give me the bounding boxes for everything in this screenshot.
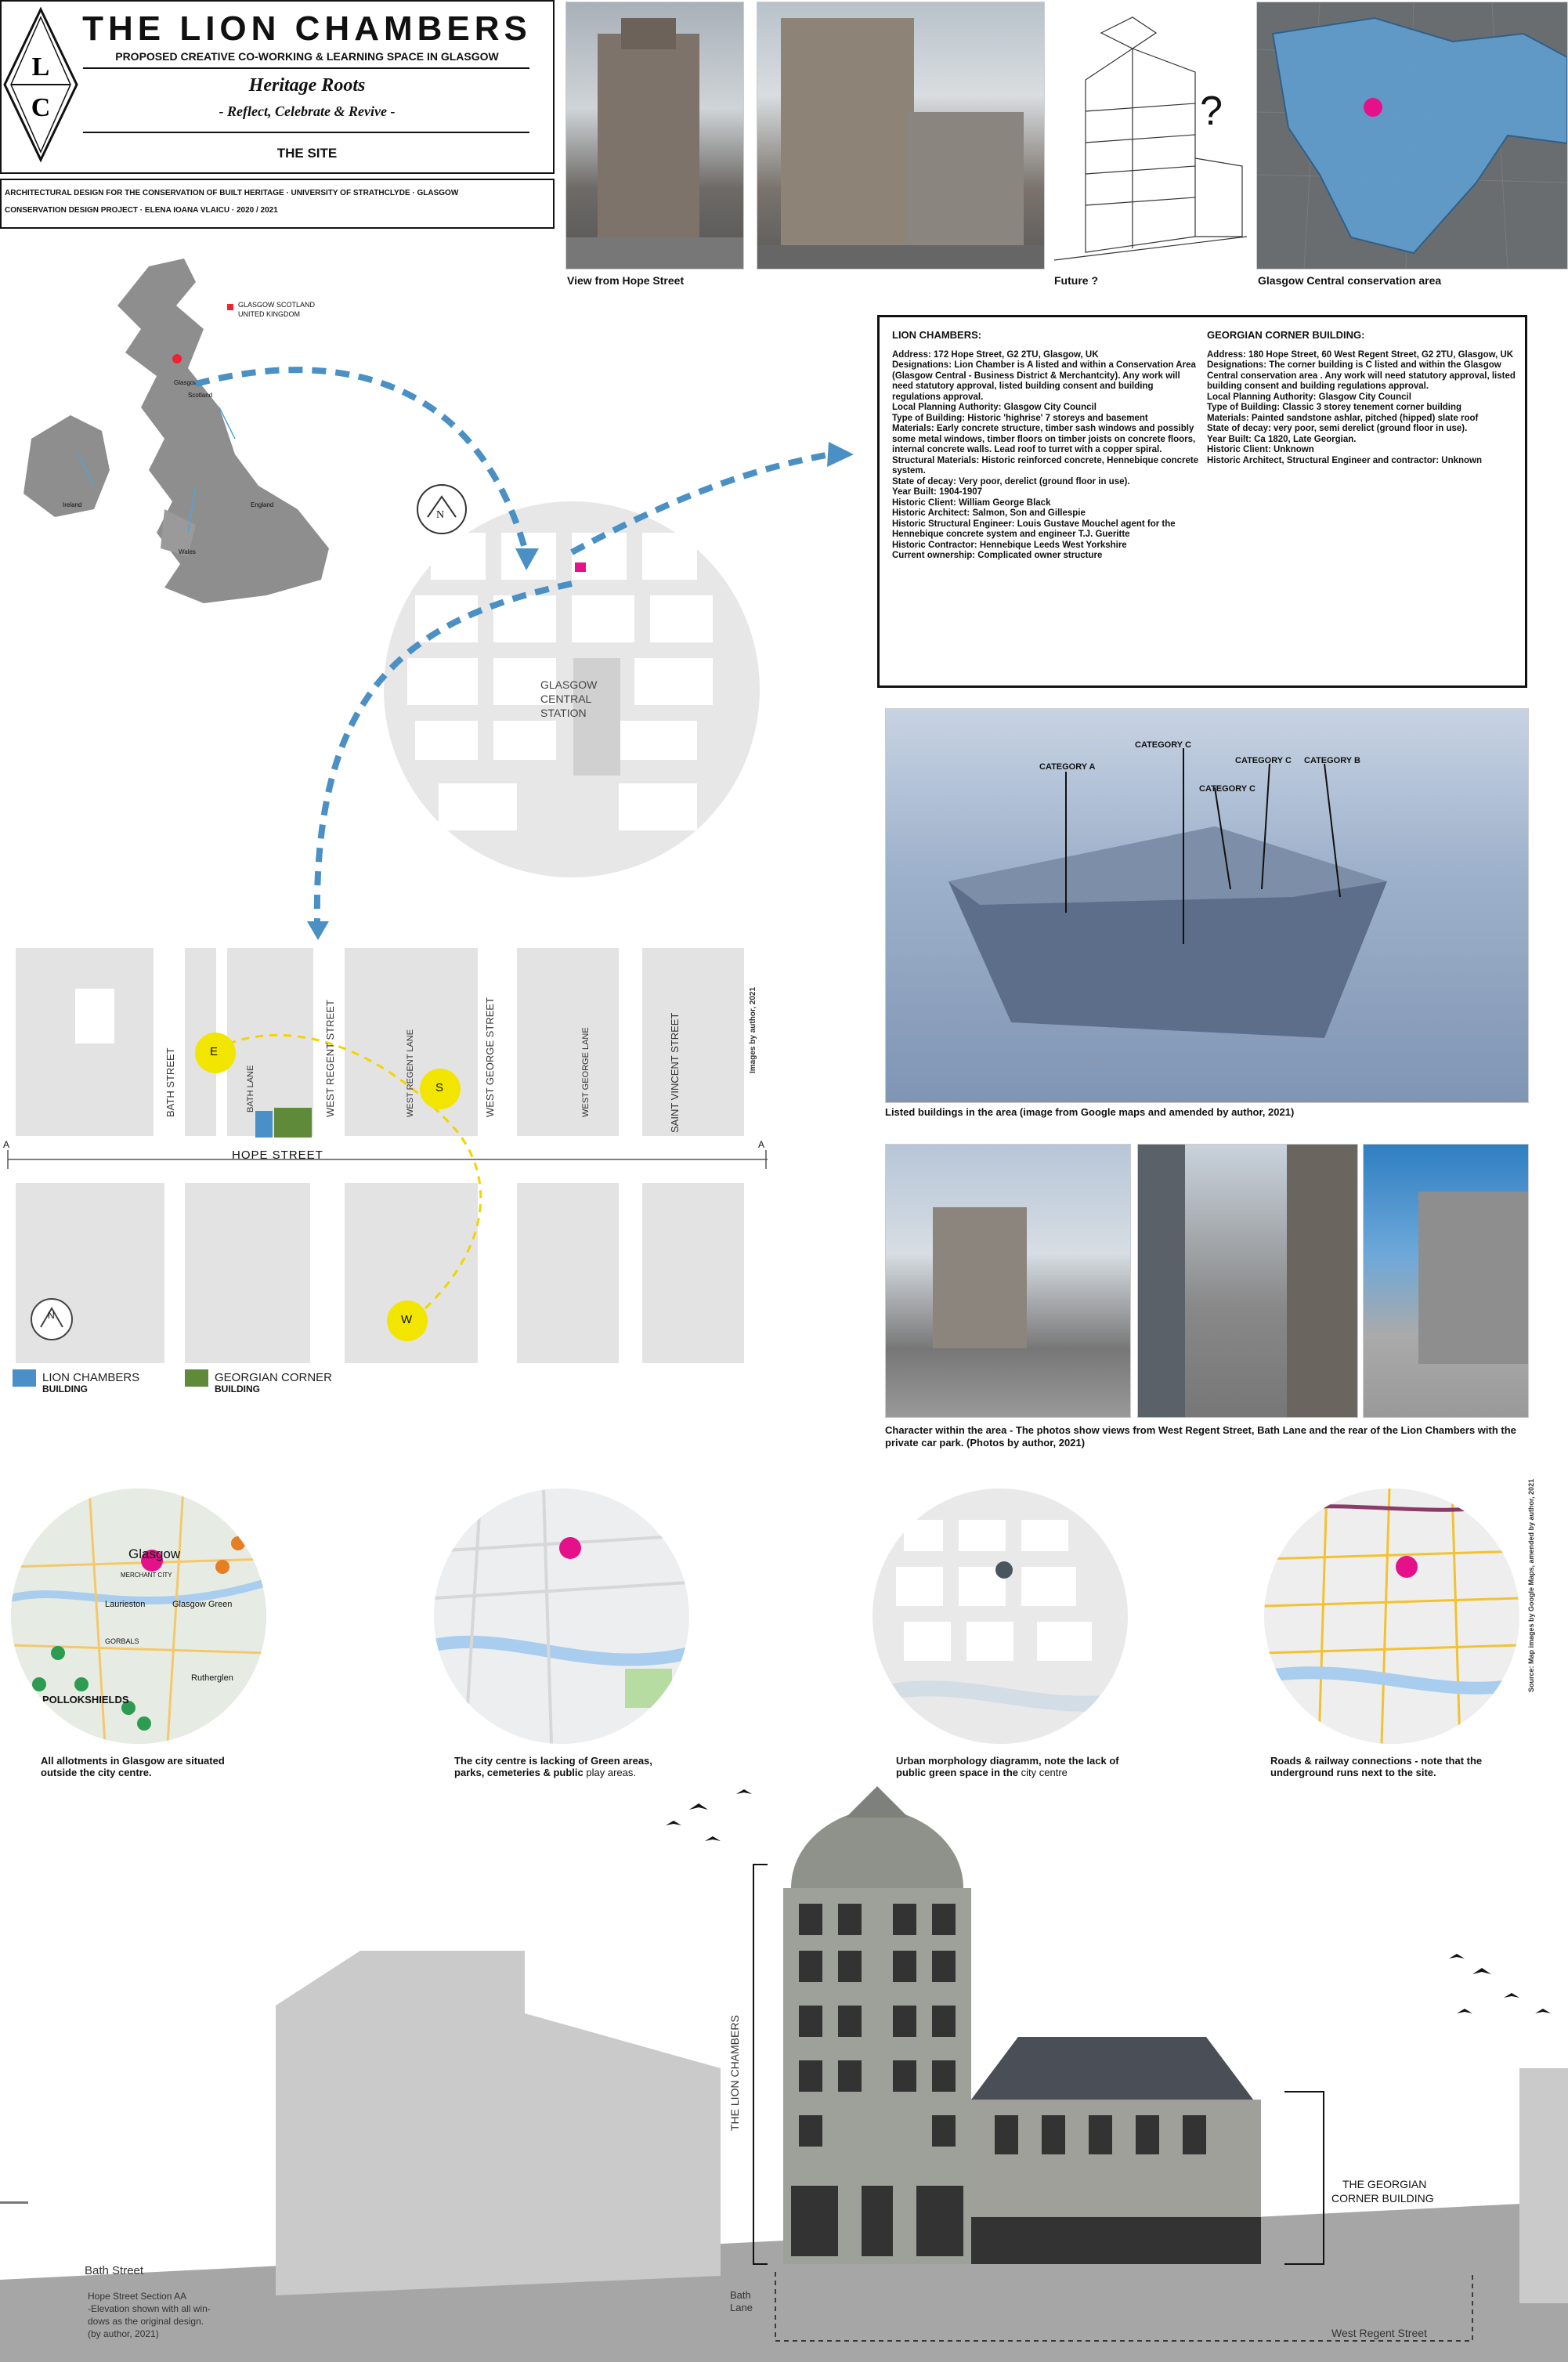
lion-line: Year Built: 1904-1907 — [892, 487, 983, 497]
tagline: - Reflect, Celebrate & Revive - — [219, 103, 396, 119]
legend-georgian-swatch — [185, 1369, 208, 1387]
green-map-art — [434, 1488, 689, 1744]
marker-e: E — [210, 1045, 219, 1058]
elev-section-3: dows as the original design. — [88, 2316, 204, 2327]
map1-label-green: Glasgow Green — [172, 1600, 233, 1609]
georgian-heading: GEORGIAN CORNER BUILDING: — [1207, 329, 1365, 341]
map1-label-pollokshields: POLLOKSHIELDS — [42, 1694, 129, 1705]
maps-side-credit: Source: Map images by Google Maps, amended by author, 2021 — [1527, 1478, 1535, 1692]
aerial-listed-buildings — [885, 708, 1529, 1103]
street-west-george-lane: WEST GEORGE LANE — [581, 1027, 591, 1117]
lion-line: Materials: Early concrete structure, timber sash windows and possibly some metal windows, timber floors on timber joists on concrete floors, internal concrete walls. Lead roof to turret with a copper spiral. — [892, 424, 1196, 454]
elev-section-2: -Elevation shown with all win- — [88, 2303, 211, 2314]
elev-lion-label: THE LION CHAMBERS — [728, 2015, 741, 2131]
caption-green-plain: play areas. — [586, 1767, 636, 1778]
map1-label-glasgow: Glasgow — [128, 1546, 181, 1561]
lion-line: Type of Building: Historic 'highrise' 7 storeys and basement — [892, 413, 1148, 423]
elev-bath-lane-2: Lane — [730, 2302, 753, 2313]
lion-line: Address: 172 Hope Street, G2 2TU, Glasgow, UK — [892, 349, 1099, 360]
georgian-line: Type of Building: Classic 3 storey tenement corner building — [1207, 403, 1462, 412]
uk-label-scotland: Scotland — [188, 392, 213, 399]
lion-chambers-elevation — [783, 1786, 971, 2264]
plan-north-letter: N — [48, 1310, 55, 1321]
lion-line: State of decay: Very poor, derelict (ground floor in use). — [892, 476, 1130, 487]
connections-map-art — [1264, 1488, 1519, 1744]
street-elevation — [0, 1778, 1568, 2362]
caption-connections-text: Roads & railway connections - note that the underground runs next to the site. — [1270, 1755, 1483, 1778]
section-a-right: A — [758, 1139, 765, 1150]
logo-diamond — [2, 6, 80, 163]
map1-label-rutherglen: Rutherglen — [191, 1673, 233, 1683]
caption-green — [454, 1755, 666, 1778]
caption-morphology — [896, 1755, 1123, 1778]
caption-morphology-text: Urban morphology diagramm, note the lack of public green space in the — [896, 1755, 1119, 1778]
motto: Heritage Roots — [248, 75, 366, 96]
svg-text:C: C — [31, 93, 51, 122]
station-label-1: GLASGOW — [540, 678, 598, 691]
street-bath: BATH STREET — [164, 1047, 176, 1117]
map-green-areas — [434, 1488, 689, 1744]
rule-1 — [83, 67, 529, 69]
conservation-shape — [1257, 2, 1567, 269]
sketch-future — [1054, 2, 1247, 268]
uk-label-england: England — [251, 501, 274, 508]
caption-green-text: The city centre is lacking of Green areas, parks, cemeteries & public — [454, 1755, 652, 1778]
caption-allotments-text: All allotments in Glasgow are situated outside the city centre. — [41, 1755, 225, 1778]
station-label-2: CENTRAL — [540, 693, 592, 705]
lion-line: Historic Client: William George Black — [892, 497, 1051, 508]
north-letter: N — [436, 509, 445, 521]
label-cat-a: CATEGORY A — [1039, 762, 1096, 772]
station-label-3: STATION — [540, 707, 587, 719]
caption-hope-street: View from Hope Street — [567, 274, 685, 287]
georgian-line: Address: 180 Hope Street, 60 West Regent Street, G2 2TU, Glasgow, UK — [1207, 349, 1514, 360]
morphology-map-art — [873, 1488, 1128, 1744]
lion-heading: LION CHAMBERS: — [892, 329, 982, 341]
photo-bath-lane — [1137, 1144, 1358, 1418]
marker-s: S — [435, 1081, 444, 1094]
svg-text:L: L — [31, 52, 50, 81]
rule-2 — [83, 132, 529, 133]
legend-lion-sub: BUILDING — [42, 1384, 88, 1394]
lion-line: Structural Materials: Historic reinforced concrete, Hennebique concrete system. — [892, 455, 1199, 476]
street-bath-lane: BATH LANE — [246, 1065, 255, 1112]
marker-w: W — [401, 1313, 413, 1326]
legend-georgian-label: GEORGIAN CORNER — [215, 1371, 333, 1385]
aerial-block — [886, 709, 1528, 1102]
caption-allotments — [41, 1755, 244, 1778]
georgian-line: Year Built: Ca 1820, Late Georgian. — [1207, 434, 1357, 444]
plan-credit: Images by author, 2021 — [749, 986, 757, 1073]
legend-georgian-sub: BUILDING — [215, 1384, 260, 1394]
street-west-george: WEST GEORGE STREET — [484, 997, 496, 1117]
georgian-elevation — [971, 2037, 1261, 2264]
footer-block — [0, 179, 555, 229]
map1-label-gorbals: GORBALS — [105, 1637, 139, 1645]
caption-future: Future ? — [1054, 274, 1098, 287]
poster-subtitle: PROPOSED CREATIVE CO-WORKING & LEARNING SPACE IN GLASGOW — [115, 50, 499, 63]
georgian-line: Local Planning Authority: Glasgow City Council — [1207, 392, 1411, 402]
caption-connections — [1270, 1755, 1537, 1778]
caption-aerial: Listed buildings in the area (image from Google maps and amended by author, 2021) — [885, 1106, 1295, 1118]
uk-label-wales: Wales — [179, 548, 196, 555]
caption-street-photos: Character within the area - The photos show views from West Regent Street, Bath Lane and the rear of the Lion Chambers with the private car park. (Photos by author, 2021) — [885, 1424, 1516, 1449]
uk-legend-1: GLASGOW SCOTLAND — [238, 301, 316, 309]
map1-label-laurieston: Laurieston — [105, 1600, 146, 1609]
uk-label-glasgow: Glasgow — [174, 379, 199, 386]
elev-section-4: (by author, 2021) — [88, 2328, 159, 2339]
legend-lion — [13, 1369, 139, 1394]
elev-bath-street: Bath Street — [85, 2264, 144, 2277]
uk-label-ireland: Ireland — [63, 501, 82, 508]
sketch-lines — [1054, 2, 1247, 268]
photo-hope-street — [565, 2, 744, 269]
georgian-line: Designations: The corner building is C listed and within the Glasgow Central conservation area . Any work will need statutory approval, listed building consent and building regulations approval. — [1207, 360, 1516, 391]
legend-georgian — [185, 1369, 332, 1394]
building-info-box — [877, 315, 1527, 688]
legend-lion-label: LION CHAMBERS — [42, 1371, 140, 1385]
poster-title: THE LION CHAMBERS — [82, 9, 532, 48]
lion-line: Current ownership: Complicated owner structure — [892, 551, 1103, 560]
lion-line: Historic Architect: Salmon, Son and Gillespie — [892, 508, 1086, 518]
uk-legend-2: UNITED KINGDOM — [238, 310, 301, 318]
map-connections — [1264, 1488, 1519, 1744]
legend-lion-swatch — [13, 1369, 36, 1387]
footer-line-1: ARCHITECTURAL DESIGN FOR THE CONSERVATION OF BUILT HERITAGE · UNIVERSITY OF STRATHCLYDE · GLASGOW — [5, 189, 459, 197]
footer-line-2: CONSERVATION DESIGN PROJECT · ELENA IOANA VLAICU · 2020 / 2021 — [5, 206, 278, 215]
georgian-line: State of decay: very poor, semi derelict (ground floor in use). — [1207, 424, 1468, 433]
caption-morphology-plain: city centre — [1021, 1767, 1068, 1778]
georgian-line: Materials: Painted sandstone ashlar, pitched (hipped) slate roof — [1207, 413, 1479, 423]
lion-line: Historic Structural Engineer: Louis Gustave Mouchel agent for the Hennebique concrete system and engineer T.J. Gueritte — [892, 519, 1176, 539]
elev-section-1: Hope Street Section AA — [88, 2291, 187, 2302]
lion-line: Designations: Lion Chamber is A listed and within a Conservation Area (Glasgow Central - Business District & Merchantcity). Any work will need statutory approval, listed building consent and building regulations approval. — [892, 360, 1196, 402]
georgian-line: Historic Architect, Structural Engineer and contractor: Unknown — [1207, 455, 1483, 465]
photo-corner — [757, 2, 1045, 269]
connector-arrows — [0, 282, 862, 940]
label-cat-c3: CATEGORY C — [1235, 756, 1292, 765]
map-conservation-area — [1256, 2, 1568, 269]
street-west-regent: WEST REGENT STREET — [324, 1000, 336, 1117]
street-hope: HOPE STREET — [232, 1148, 323, 1162]
question-mark: ? — [1200, 89, 1223, 134]
street-saint-vincent: SAINT VINCENT STREET — [669, 1012, 681, 1133]
map-morphology — [873, 1488, 1128, 1744]
allotments-map-art — [11, 1488, 266, 1744]
elev-georgian-label-1: THE GEORGIAN — [1342, 2178, 1427, 2190]
label-cat-c1: CATEGORY C — [1135, 740, 1191, 750]
photo-west-regent — [885, 1144, 1131, 1418]
elev-georgian-label-2: CORNER BUILDING — [1331, 2192, 1434, 2205]
georgian-info — [1207, 330, 1516, 466]
photo-rear-car-park — [1363, 1144, 1529, 1418]
caption-conservation: Glasgow Central conservation area — [1258, 274, 1442, 287]
map1-label-merchant: MERCHANT CITY — [121, 1572, 172, 1579]
elev-west-regent: West Regent Street — [1331, 2327, 1427, 2339]
label-cat-c2: CATEGORY C — [1199, 784, 1255, 794]
section-title: THE SITE — [276, 146, 338, 161]
street-west-regent-lane: WEST REGENT LANE — [406, 1029, 415, 1117]
lion-line: Local Planning Authority: Glasgow City Council — [892, 403, 1097, 412]
elev-bath-lane-1: Bath — [730, 2289, 751, 2301]
lion-info — [892, 330, 1201, 562]
georgian-line: Historic Client: Unknown — [1207, 445, 1314, 454]
label-cat-b: CATEGORY B — [1304, 756, 1360, 765]
lion-line: Historic Contractor: Hennebique Leeds West Yorkshire — [892, 540, 1127, 550]
section-a-left: A — [3, 1139, 10, 1150]
map-allotments — [11, 1488, 266, 1744]
